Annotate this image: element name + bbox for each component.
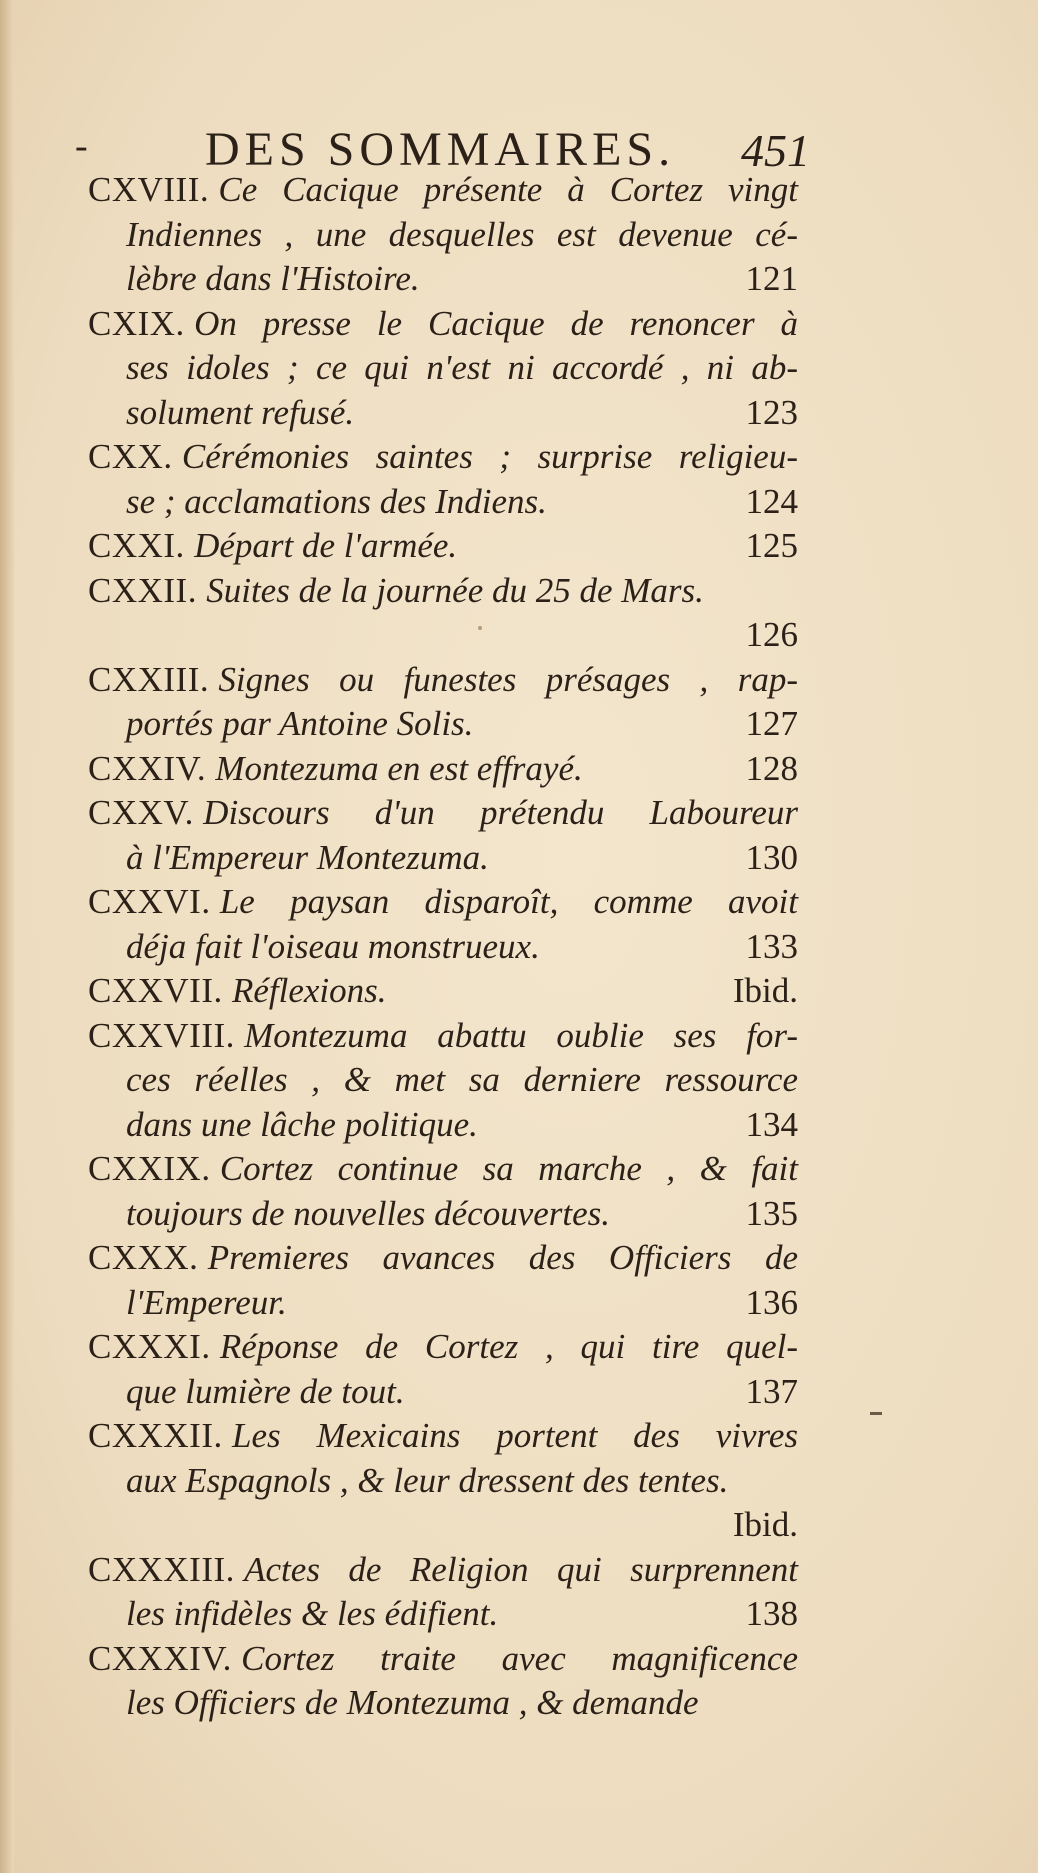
toc-entry-line xyxy=(88,791,798,836)
chapter-summary: déja fait l'oiseau monstrueux. xyxy=(126,926,540,966)
chapter-number: CXX. xyxy=(88,437,182,476)
toc-entry-line xyxy=(88,1147,798,1192)
toc-entry-line xyxy=(88,1548,798,1593)
chapter-number: CXXIV. xyxy=(88,748,216,788)
toc-entry-line xyxy=(88,1414,798,1459)
toc-entry xyxy=(88,880,798,969)
chapter-number: CXXI. xyxy=(88,526,195,565)
toc-entry-line xyxy=(88,168,798,213)
page-reference: 125 xyxy=(745,526,798,565)
toc-entry-line xyxy=(88,480,798,525)
chapter-number: CXXIII. xyxy=(88,659,219,699)
toc-entry-line xyxy=(88,1370,798,1415)
chapter-summary: Départ de l'armée. xyxy=(194,526,458,565)
toc-entry-line xyxy=(88,435,798,480)
header-title: DES SOMMAIRES. xyxy=(205,123,676,176)
chapter-summary: Discours d'un prétendu Laboureur xyxy=(203,793,798,832)
page-reference: 138 xyxy=(745,1594,798,1633)
toc-entry xyxy=(88,1236,798,1325)
chapter-number: CXXV. xyxy=(88,793,204,832)
chapter-summary: dans une lâche politique. xyxy=(126,1104,478,1144)
chapter-number: CXVIII. xyxy=(88,170,219,209)
chapter-summary: à l'Empereur Montezuma. xyxy=(126,837,489,877)
toc-entry xyxy=(88,524,798,569)
chapter-summary: Cérémonies saintes ; surprise religieu- xyxy=(181,437,798,476)
toc-entry-line xyxy=(88,1014,798,1059)
toc-entry xyxy=(88,1014,798,1148)
toc-entry-line xyxy=(88,213,798,258)
chapter-summary: Suites de la journée du 25 de Mars. xyxy=(206,570,704,610)
chapter-summary: solument refusé. xyxy=(126,392,355,432)
page-reference: 121 xyxy=(745,259,798,298)
toc-entry-line xyxy=(88,925,798,970)
page-reference: 127 xyxy=(745,704,798,743)
toc-entry xyxy=(88,791,798,880)
chapter-number: CXXVIII. xyxy=(88,1015,245,1055)
chapter-summary: l'Empereur. xyxy=(126,1282,287,1322)
toc-entry xyxy=(88,1325,798,1414)
page-reference: 126 xyxy=(745,615,798,654)
header-dash: - xyxy=(75,125,88,167)
toc-entry xyxy=(88,969,798,1014)
toc-entry-line xyxy=(88,1103,798,1148)
chapter-summary: lèbre dans l'Histoire. xyxy=(126,259,420,298)
toc-entry-line xyxy=(88,880,798,925)
chapter-number: CXXXIII. xyxy=(88,1549,245,1589)
toc-entry-line xyxy=(88,1192,798,1237)
chapter-number: CXXX. xyxy=(88,1238,208,1277)
chapter-summary: aux Espagnols , & leur dressent des tentes. xyxy=(126,1460,729,1500)
toc-entry-line xyxy=(88,1681,798,1726)
toc-entry-line xyxy=(88,524,798,569)
page-reference: 124 xyxy=(745,481,798,521)
page-reference: Ibid. xyxy=(732,971,798,1010)
toc-entry-line xyxy=(88,569,798,614)
toc-entry-line xyxy=(88,1058,798,1103)
chapter-summary: On presse le Cacique de renoncer à xyxy=(194,303,798,343)
toc-entry xyxy=(88,1414,798,1548)
chapter-summary: Cortez continue sa marche , & fait xyxy=(219,1149,798,1188)
chapter-number: CXXXII. xyxy=(88,1416,232,1455)
toc-entry-line xyxy=(88,1459,798,1504)
chapter-number: CXXII. xyxy=(88,570,207,610)
toc-entry xyxy=(88,569,798,658)
chapter-summary: Actes de Religion qui surprennent xyxy=(244,1549,798,1589)
chapter-number: CXIX. xyxy=(88,303,195,343)
chapter-summary: Montezuma en est effrayé. xyxy=(215,748,583,788)
toc-entry-line xyxy=(88,391,798,436)
toc-entry-line xyxy=(88,1592,798,1637)
margin-mark xyxy=(870,1412,882,1415)
toc-entry-line xyxy=(88,1325,798,1370)
toc-entry-line xyxy=(88,836,798,881)
chapter-summary: les infidèles & les édifient. xyxy=(126,1594,499,1633)
page-reference: 123 xyxy=(745,392,798,432)
chapter-number: CXXVII. xyxy=(88,971,232,1010)
toc-entry xyxy=(88,747,798,792)
page-reference: 136 xyxy=(745,1282,798,1322)
toc-entry-line xyxy=(88,969,798,1014)
chapter-summary: Montezuma abattu oublie ses for- xyxy=(244,1015,798,1055)
chapter-summary: Le paysan disparoît, comme avoit xyxy=(219,882,798,921)
toc-entry-line xyxy=(88,702,798,747)
page-reference: 134 xyxy=(745,1104,798,1144)
chapter-summary: Cortez traite avec magnificence xyxy=(241,1638,798,1678)
chapter-number: CXXIX. xyxy=(88,1149,220,1188)
chapter-summary: ses idoles ; ce qui n'est ni accordé , ni ab- xyxy=(126,348,798,387)
chapter-summary: Les Mexicains portent des vivres xyxy=(231,1416,798,1455)
toc-entry xyxy=(88,1147,798,1236)
toc-entry xyxy=(88,168,798,302)
page-reference: 133 xyxy=(745,926,798,966)
toc-entry xyxy=(88,1637,798,1726)
toc-entry xyxy=(88,1548,798,1637)
chapter-summary: Signes ou funestes présages , rap- xyxy=(218,659,798,699)
toc-entry-line xyxy=(88,747,798,792)
page-reference: Ibid. xyxy=(732,1505,798,1544)
chapter-summary: Réflexions. xyxy=(231,971,387,1010)
page-number: 451 xyxy=(741,125,810,176)
toc-entry-line xyxy=(88,346,798,391)
chapter-summary: se ; acclamations des Indiens. xyxy=(126,481,547,521)
chapter-summary: Indiennes , une desquelles est devenue cé- xyxy=(126,214,798,254)
chapter-summary: Réponse de Cortez , qui tire quel- xyxy=(219,1327,798,1366)
toc-entry xyxy=(88,658,798,747)
chapter-summary: que lumière de tout. xyxy=(126,1371,405,1411)
chapter-summary: Premieres avances des Officiers de xyxy=(207,1238,798,1277)
chapter-summary: Ce Cacique présente à Cortez vingt xyxy=(218,170,798,209)
page-reference: 128 xyxy=(745,748,798,788)
chapter-number: CXXXI. xyxy=(88,1327,220,1366)
page-gutter xyxy=(0,0,14,1873)
chapter-number: CXXXIV. xyxy=(88,1638,242,1678)
toc-entry-line xyxy=(88,302,798,347)
toc-entry-line xyxy=(88,257,798,302)
toc-entry xyxy=(88,302,798,436)
chapter-summary: toujours de nouvelles découvertes. xyxy=(126,1193,611,1233)
page-reference: 137 xyxy=(745,1371,798,1411)
chapter-summary: les Officiers de Montezuma , & demande xyxy=(126,1683,699,1722)
table-of-contents xyxy=(88,168,798,1726)
toc-entry-line xyxy=(88,1637,798,1682)
toc-entry-line xyxy=(88,1281,798,1326)
chapter-number: CXXVI. xyxy=(88,882,220,921)
toc-entry-line xyxy=(88,658,798,703)
toc-entry-line xyxy=(88,1236,798,1281)
chapter-summary: ces réelles , & met sa derniere ressource xyxy=(126,1060,798,1099)
page-reference: 135 xyxy=(745,1193,798,1233)
page-reference: 130 xyxy=(745,837,798,877)
toc-entry xyxy=(88,435,798,524)
chapter-summary: portés par Antoine Solis. xyxy=(126,704,474,743)
